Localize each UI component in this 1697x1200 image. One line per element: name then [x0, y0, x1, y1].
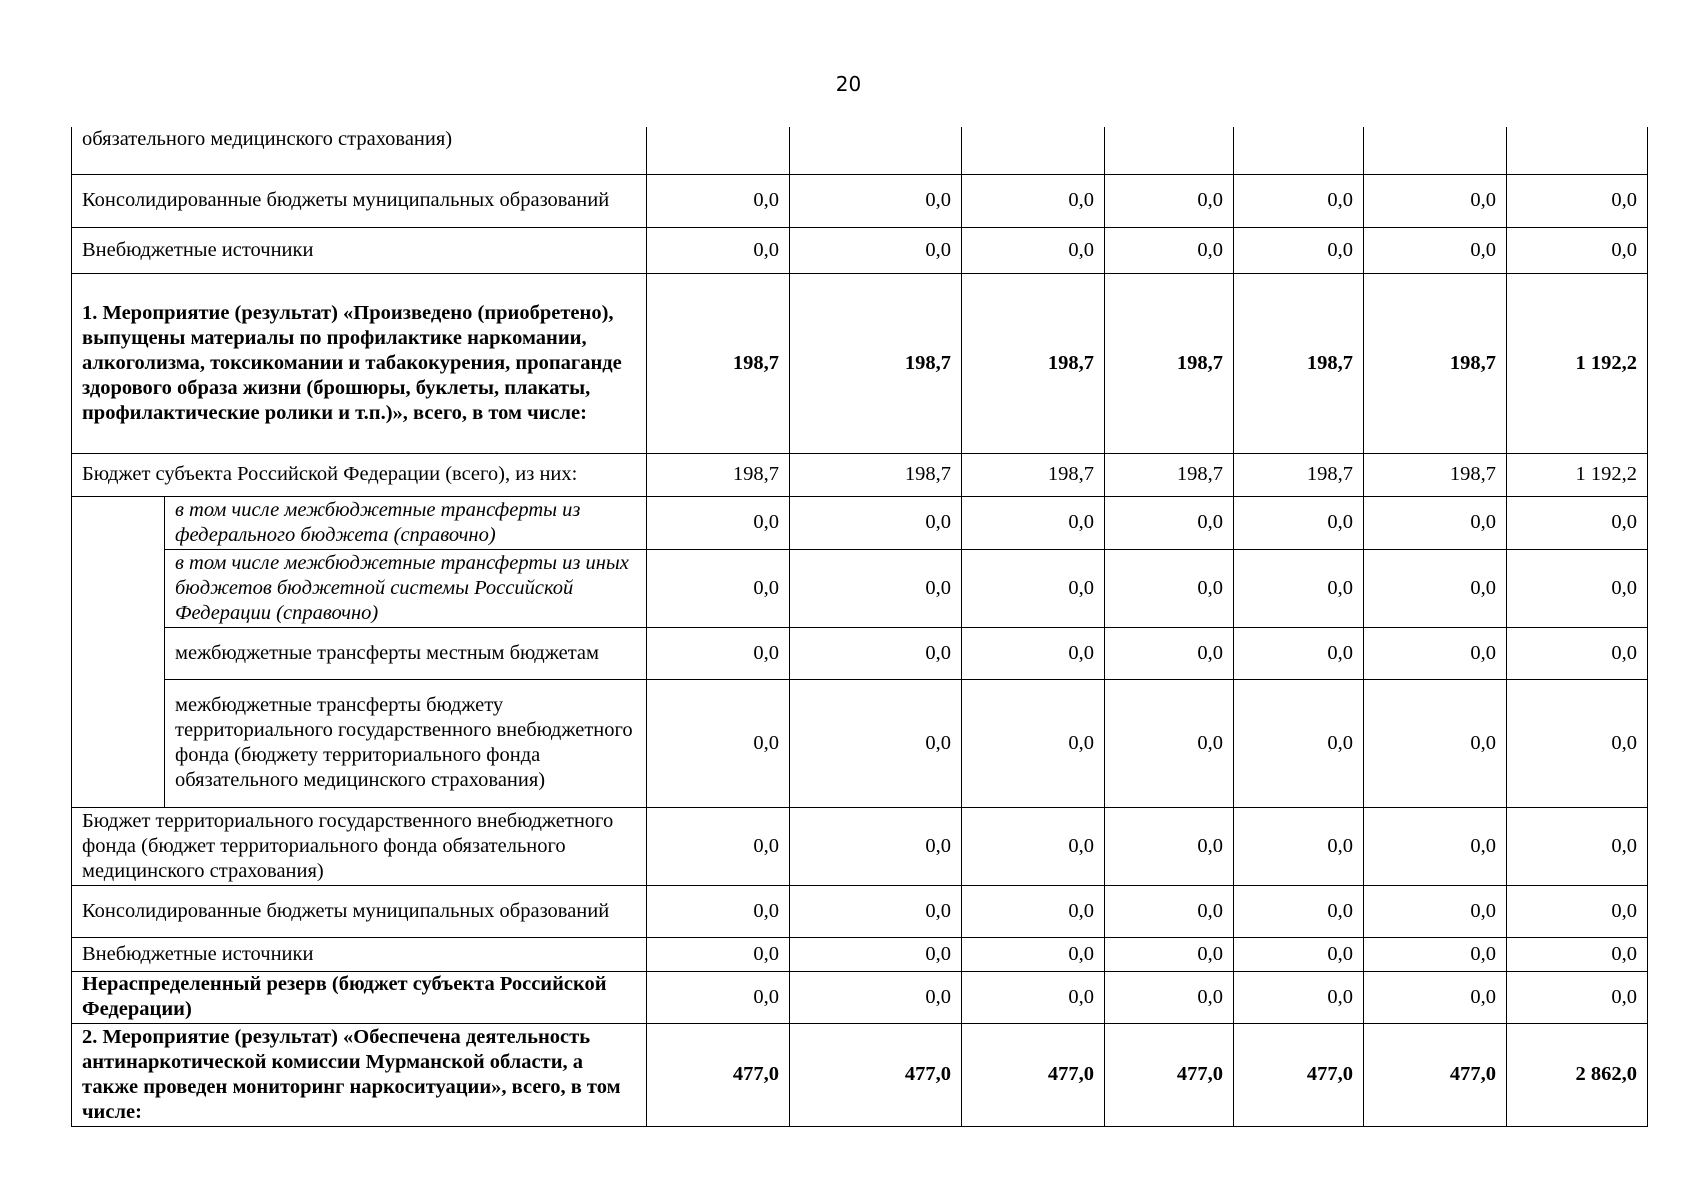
- row-label: Консолидированные бюджеты муниципальных образований: [72, 885, 647, 937]
- value-cell: 0,0: [962, 679, 1105, 807]
- value-cell: 0,0: [962, 937, 1105, 971]
- total-cell: 1 192,2: [1507, 273, 1648, 453]
- value-cell: 0,0: [1364, 627, 1507, 679]
- value-cell: 0,0: [1507, 174, 1648, 227]
- value-cell: 0,0: [962, 174, 1105, 227]
- value-cell: 0,0: [647, 627, 790, 679]
- row-label: Бюджет территориального государственного внебюджетного фонда (бюджет территориального фонда обязательного медицинского страхования): [72, 807, 647, 885]
- value-cell: 0,0: [1105, 174, 1234, 227]
- value-cell: 0,0: [962, 885, 1105, 937]
- value-cell: [1507, 127, 1648, 174]
- activity-2-label: 2. Мероприятие (результат) «Обеспечена деятельность антинаркотической комиссии Мурманской области, а также проведен мониторинг наркоситуации», всего, в том числе:: [72, 1023, 647, 1126]
- value-cell: 0,0: [647, 174, 790, 227]
- value-cell: 0,0: [647, 496, 790, 549]
- table-row: [72, 549, 1648, 627]
- value-cell: 0,0: [1364, 937, 1507, 971]
- value-cell: 477,0: [647, 1023, 790, 1126]
- value-cell: 0,0: [1105, 496, 1234, 549]
- table-row: [72, 679, 1648, 807]
- table-row: [72, 627, 1648, 679]
- value-cell: 0,0: [1234, 885, 1364, 937]
- value-cell: 0,0: [1234, 174, 1364, 227]
- value-cell: 198,7: [962, 273, 1105, 453]
- value-cell: 0,0: [962, 627, 1105, 679]
- table-row: [72, 496, 1648, 549]
- value-cell: 0,0: [1234, 549, 1364, 627]
- value-cell: [647, 127, 790, 174]
- row-label: в том числе межбюджетные трансферты из иных бюджетов бюджетной системы Российской Федерации (справочно): [165, 549, 647, 627]
- value-cell: 0,0: [1364, 549, 1507, 627]
- value-cell: 0,0: [1234, 971, 1364, 1023]
- row-label: обязательного медицинского страхования): [72, 127, 647, 174]
- indent-cell: [72, 496, 165, 807]
- value-cell: 0,0: [790, 549, 962, 627]
- value-cell: 0,0: [1507, 496, 1648, 549]
- value-cell: 0,0: [647, 679, 790, 807]
- value-cell: 0,0: [1507, 885, 1648, 937]
- table-row: [72, 971, 1648, 1023]
- value-cell: 0,0: [1364, 807, 1507, 885]
- value-cell: 0,0: [1234, 937, 1364, 971]
- value-cell: 0,0: [647, 937, 790, 971]
- value-cell: 0,0: [1364, 971, 1507, 1023]
- value-cell: 0,0: [962, 971, 1105, 1023]
- value-cell: 0,0: [1507, 627, 1648, 679]
- table-row: [72, 937, 1648, 971]
- value-cell: 477,0: [1234, 1023, 1364, 1126]
- value-cell: 198,7: [647, 453, 790, 496]
- value-cell: 0,0: [790, 174, 962, 227]
- value-cell: 477,0: [962, 1023, 1105, 1126]
- value-cell: 0,0: [962, 807, 1105, 885]
- row-label: в том числе межбюджетные трансферты из федерального бюджета (справочно): [165, 496, 647, 549]
- value-cell: 0,0: [647, 549, 790, 627]
- value-cell: 0,0: [1364, 174, 1507, 227]
- value-cell: 198,7: [1105, 453, 1234, 496]
- value-cell: 477,0: [790, 1023, 962, 1126]
- value-cell: 198,7: [647, 273, 790, 453]
- value-cell: 0,0: [1364, 885, 1507, 937]
- value-cell: 0,0: [647, 227, 790, 273]
- value-cell: 0,0: [1234, 496, 1364, 549]
- value-cell: 0,0: [1364, 496, 1507, 549]
- value-cell: 0,0: [1105, 971, 1234, 1023]
- value-cell: 198,7: [1234, 273, 1364, 453]
- row-label: Внебюджетные источники: [72, 937, 647, 971]
- value-cell: 0,0: [1507, 971, 1648, 1023]
- value-cell: 0,0: [647, 971, 790, 1023]
- value-cell: 0,0: [790, 627, 962, 679]
- total-cell: 1 192,2: [1507, 453, 1648, 496]
- value-cell: 0,0: [1507, 807, 1648, 885]
- value-cell: 0,0: [1364, 227, 1507, 273]
- value-cell: 0,0: [1234, 679, 1364, 807]
- value-cell: 0,0: [1507, 549, 1648, 627]
- value-cell: 198,7: [790, 273, 962, 453]
- reserve-label: Нераспределенный резерв (бюджет субъекта Российской Федерации): [72, 971, 647, 1023]
- value-cell: 0,0: [1105, 627, 1234, 679]
- table-row: [72, 453, 1648, 496]
- value-cell: 0,0: [790, 679, 962, 807]
- value-cell: 0,0: [962, 227, 1105, 273]
- row-label: Внебюджетные источники: [72, 227, 647, 273]
- value-cell: 198,7: [962, 453, 1105, 496]
- value-cell: 0,0: [790, 885, 962, 937]
- value-cell: 198,7: [1105, 273, 1234, 453]
- table-row: [72, 174, 1648, 227]
- value-cell: [790, 127, 962, 174]
- value-cell: 0,0: [1105, 807, 1234, 885]
- value-cell: [962, 127, 1105, 174]
- table-row: [72, 885, 1648, 937]
- value-cell: 0,0: [647, 885, 790, 937]
- value-cell: 198,7: [1364, 453, 1507, 496]
- value-cell: 0,0: [1105, 227, 1234, 273]
- table-row: [72, 1023, 1648, 1126]
- value-cell: [1105, 127, 1234, 174]
- table-row: [72, 227, 1648, 273]
- budget-table: [71, 127, 1648, 1127]
- value-cell: 198,7: [1364, 273, 1507, 453]
- value-cell: 0,0: [1507, 679, 1648, 807]
- value-cell: 0,0: [790, 807, 962, 885]
- row-label: Консолидированные бюджеты муниципальных образований: [72, 174, 647, 227]
- value-cell: 477,0: [1105, 1023, 1234, 1126]
- total-cell: 2 862,0: [1507, 1023, 1648, 1126]
- value-cell: [1234, 127, 1364, 174]
- value-cell: 0,0: [1364, 679, 1507, 807]
- value-cell: 0,0: [647, 807, 790, 885]
- value-cell: 477,0: [1364, 1023, 1507, 1126]
- row-label: межбюджетные трансферты бюджету территориального государственного внебюджетного фонда (бюджету территориального фонда обязательного медицинского страхования): [165, 679, 647, 807]
- row-label: межбюджетные трансферты местным бюджетам: [165, 627, 647, 679]
- value-cell: 0,0: [790, 971, 962, 1023]
- value-cell: 0,0: [1507, 227, 1648, 273]
- value-cell: 0,0: [1105, 549, 1234, 627]
- value-cell: 0,0: [1234, 807, 1364, 885]
- value-cell: 0,0: [1105, 679, 1234, 807]
- value-cell: 0,0: [1234, 227, 1364, 273]
- value-cell: 0,0: [1105, 937, 1234, 971]
- value-cell: 0,0: [1105, 885, 1234, 937]
- table-row: [72, 273, 1648, 453]
- value-cell: 198,7: [1234, 453, 1364, 496]
- value-cell: 0,0: [962, 549, 1105, 627]
- value-cell: 0,0: [1507, 937, 1648, 971]
- table-row: [72, 807, 1648, 885]
- value-cell: [1364, 127, 1507, 174]
- value-cell: 0,0: [1234, 627, 1364, 679]
- value-cell: 198,7: [790, 453, 962, 496]
- table-row: [72, 127, 1648, 174]
- value-cell: 0,0: [962, 496, 1105, 549]
- value-cell: 0,0: [790, 227, 962, 273]
- value-cell: 0,0: [790, 937, 962, 971]
- row-label: Бюджет субъекта Российской Федерации (всего), из них:: [72, 453, 647, 496]
- page-number: 20: [835, 72, 862, 96]
- value-cell: 0,0: [790, 496, 962, 549]
- activity-1-label: 1. Мероприятие (результат) «Произведено (приобретено), выпущены материалы по профилактике наркомании, алкоголизма, токсикомании и табакокурения, пропаганде здорового образа жизни (брошюры, буклеты, плакаты, профилактические ролики и т.п.)», всего, в том числе:: [72, 273, 647, 453]
